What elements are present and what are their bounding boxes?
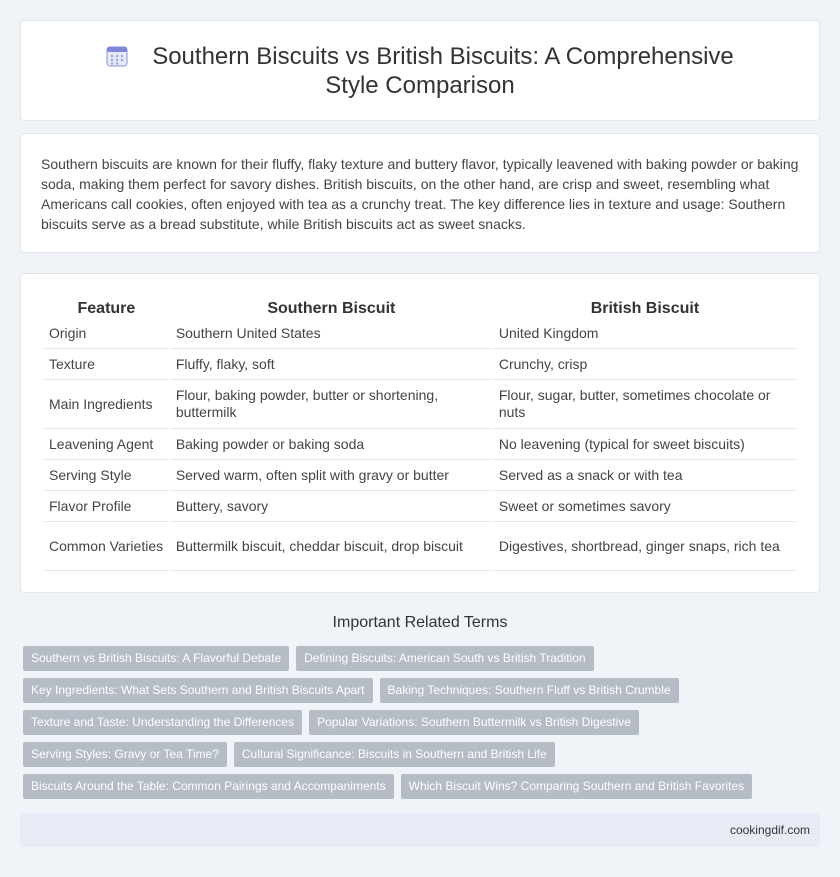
related-terms-heading: Important Related Terms — [332, 614, 508, 631]
table-cell-british: Served as a snack or with tea — [494, 460, 796, 491]
header-card — [20, 20, 820, 121]
table-cell-southern: Served warm, often split with gravy or butter — [171, 460, 492, 491]
table-cell-southern: Southern United States — [171, 318, 492, 349]
table-row — [44, 349, 796, 380]
table-cell-southern: Flour, baking powder, butter or shortening, buttermilk — [171, 380, 492, 429]
tag-row — [23, 774, 803, 799]
footer-bar — [20, 813, 820, 847]
table-header-row — [44, 294, 796, 318]
related-term-tag[interactable]: Popular Variations: Southern Buttermilk vs British Digestive — [309, 710, 639, 735]
calendar-icon — [106, 45, 128, 67]
table-row — [44, 522, 796, 571]
table-cell-feature: Main Ingredients — [44, 380, 169, 429]
column-header-british: British Biscuit — [590, 300, 700, 317]
column-header-feature: Feature — [77, 300, 136, 317]
site-name[interactable]: cookingdif.com — [729, 823, 810, 837]
page-title — [81, 42, 759, 100]
related-term-tag[interactable]: Serving Styles: Gravy or Tea Time? — [23, 742, 227, 767]
table-row — [44, 460, 796, 491]
related-term-tag[interactable]: Defining Biscuits: American South vs British Tradition — [296, 646, 593, 671]
tag-row — [23, 742, 803, 767]
tag-row — [23, 678, 803, 703]
tag-row — [23, 646, 803, 671]
related-term-tag[interactable]: Biscuits Around the Table: Common Pairings and Accompaniments — [23, 774, 394, 799]
comparison-card — [20, 273, 820, 593]
table-row — [44, 380, 796, 429]
related-term-tag[interactable]: Texture and Taste: Understanding the Differences — [23, 710, 302, 735]
table-cell-british: Flour, sugar, butter, sometimes chocolate or nuts — [494, 380, 796, 429]
table-cell-southern: Buttermilk biscuit, cheddar biscuit, drop biscuit — [171, 522, 492, 571]
page-title-text: Southern Biscuits vs British Biscuits: A Comprehensive Style Comparison — [152, 42, 734, 99]
table-cell-british: Sweet or sometimes savory — [494, 491, 796, 522]
table-cell-british: Crunchy, crisp — [494, 349, 796, 380]
table-cell-feature: Origin — [44, 318, 169, 349]
intro-card — [20, 133, 820, 253]
table-cell-southern: Baking powder or baking soda — [171, 429, 492, 460]
table-cell-southern: Buttery, savory — [171, 491, 492, 522]
table-row — [44, 491, 796, 522]
table-cell-feature: Common Varieties — [44, 522, 169, 571]
related-term-tag[interactable]: Baking Techniques: Southern Fluff vs British Crumble — [380, 678, 679, 703]
comparison-table — [42, 294, 798, 571]
table-cell-feature: Leavening Agent — [44, 429, 169, 460]
table-cell-feature: Serving Style — [44, 460, 169, 491]
table-row — [44, 318, 796, 349]
related-term-tag[interactable]: Which Biscuit Wins? Comparing Southern and British Favorites — [401, 774, 752, 799]
related-terms-list — [23, 646, 803, 806]
intro-paragraph: Southern biscuits are known for their fluffy, flaky texture and buttery flavor, typically leavened with baking powder or baking soda, making them perfect for savory dishes. British biscuits, on the other hand, are crisp and sweet, resembling what Americans call cookies, often enjoyed with tea as a crunchy treat. The key difference lies in texture and usage: Southern biscuits serve as a bread substitute, while British biscuits act as sweet snacks. — [41, 156, 799, 232]
column-header-southern: Southern Biscuit — [267, 300, 396, 317]
table-cell-british: Digestives, shortbread, ginger snaps, rich tea — [494, 522, 796, 571]
table-cell-feature: Texture — [44, 349, 169, 380]
table-cell-british: No leavening (typical for sweet biscuits) — [494, 429, 796, 460]
table-cell-southern: Fluffy, flaky, soft — [171, 349, 492, 380]
table-row — [44, 429, 796, 460]
table-cell-feature: Flavor Profile — [44, 491, 169, 522]
tag-row — [23, 710, 803, 735]
related-term-tag[interactable]: Key Ingredients: What Sets Southern and British Biscuits Apart — [23, 678, 373, 703]
title-wrap — [21, 21, 819, 120]
related-term-tag[interactable]: Southern vs British Biscuits: A Flavorful Debate — [23, 646, 289, 671]
related-term-tag[interactable]: Cultural Significance: Biscuits in Southern and British Life — [234, 742, 555, 767]
table-cell-british: United Kingdom — [494, 318, 796, 349]
